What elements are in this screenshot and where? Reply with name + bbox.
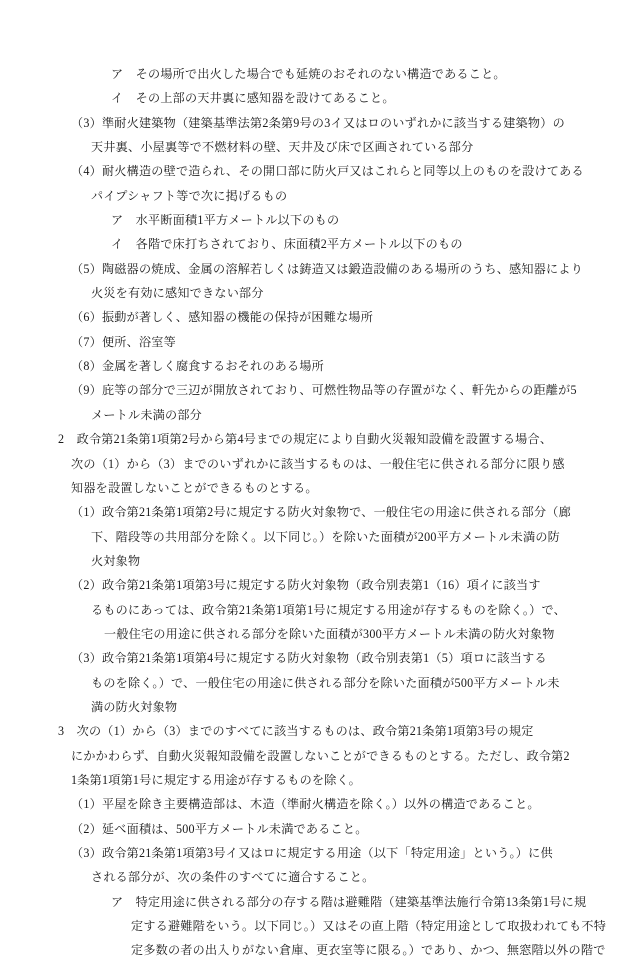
document-body (58, 62, 607, 963)
document-line: （5）陶磁器の焼成、金属の溶解若しくは鋳造又は鍛造設備のある場所のうち、感知器により (71, 261, 584, 276)
document-line: 満の防火対象物 (91, 699, 178, 714)
document-line: （2）政令第21条第1項第3号に規定する防火対象物（政令別表第1（16）項イに該当す (71, 578, 541, 593)
document-line: （7）便所、浴室等 (71, 334, 176, 349)
document-line: （3）準耐火建築物（建築基準法第2条第9号の3イ又はロのいずれかに該当する建築物）の (71, 115, 565, 130)
document-line: される部分が、次の条件のすべてに適合すること。 (91, 870, 375, 885)
document-line: （1）政令第21条第1項第2号に規定する防火対象物で、一般住宅の用途に供される部分（廊 (71, 505, 571, 520)
document-line: イ その上部の天井裏に感知器を設けてあること。 (111, 91, 395, 106)
document-line: 火災を有効に感知できない部分 (91, 286, 264, 301)
document-line: （3）政令第21条第1項第4号に規定する防火対象物（政令別表第1（5）項ロに該当する (71, 651, 547, 666)
document-line: 定する避難階をいう。以下同じ。）又はその直上階（特定用途として取扱われても不特 (131, 919, 607, 934)
document-line: ア その場所で出火した場合でも延焼のおそれのない構造であること。 (111, 67, 506, 81)
document-line: （4）耐火構造の壁で造られ、その開口部に防火戸又はこれらと同等以上のものを設けてある (71, 164, 584, 179)
document-line: 天井裏、小屋裏等で不燃材料の壁、天井及び床で区画されている部分 (91, 140, 474, 155)
document-line: 一般住宅の用途に供される部分を除いた面積が300平方メートル未満の防火対象物 (104, 626, 555, 641)
document-line: パイプシャフト等で次に掲げるもの (91, 188, 288, 203)
document-line: メートル未満の部分 (91, 407, 203, 422)
document-line: 火対象物 (91, 553, 141, 568)
document-line: （9）庇等の部分で三辺が開放されており、可燃性物品等の存置がなく、軒先からの距離が5 (71, 383, 577, 398)
document-line: にかかわらず、自動火災報知設備を設置しないことができるものとする。ただし、政令第2 (71, 748, 570, 763)
document-line: （6）振動が著しく、感知器の機能の保持が困難な場所 (71, 310, 374, 325)
document-line: ア 特定用途に供される部分の存する階は避難階（建築基準法施行令第13条第1号に規 (111, 894, 587, 909)
document-line: 次の（1）から（3）までのいずれかに該当するものは、一般住宅に供される部分に限り感 (71, 456, 565, 471)
document-line: （1）平屋を除き主要構造部は、木造（準耐火構造を除く。）以外の構造であること。 (71, 797, 540, 812)
document-line: るものにあっては、政令第21条第1項第1号に規定する用途が存するものを除く。）で、 (91, 602, 566, 617)
document-line: 2 政令第21条第1項第2号から第4号までの規定により自動火災報知設備を設置する場合、 (58, 432, 553, 447)
document-line: ものを除く。）で、一般住宅の用途に供される部分を除いた面積が500平方メートル未 (91, 675, 560, 690)
document-line: （8）金属を著しく腐食するおそれのある場所 (71, 359, 325, 374)
document-line: 下、階段等の共用部分を除く。以下同じ。）を除いた面積が200平方メートル未満の防 (91, 529, 560, 544)
document-line: ア 水平断面積1平方メートル以下のもの (111, 213, 340, 228)
document-line: （2）延べ面積は、500平方メートル未満であること。 (71, 821, 368, 836)
document-line: 3 次の（1）から（3）までのすべてに該当するものは、政令第21条第1項第3号の規定 (58, 724, 534, 739)
document-line: 1条第1項第1号に規定する用途が存するものを除く。 (71, 772, 362, 787)
document-line: 定多数の者の出入りがない倉庫、更衣室等に限る。）であり、かつ、無窓階以外の階で (131, 943, 606, 958)
document-line: イ 各階で床打ちされており、床面積2平方メートル以下のもの (111, 237, 463, 252)
document-line: 知器を設置しないことができるものとする。 (71, 480, 318, 495)
document-line: （3）政令第21条第1項第3号イ又はロに規定する用途（以下「特定用途」という。）に供 (71, 846, 553, 860)
